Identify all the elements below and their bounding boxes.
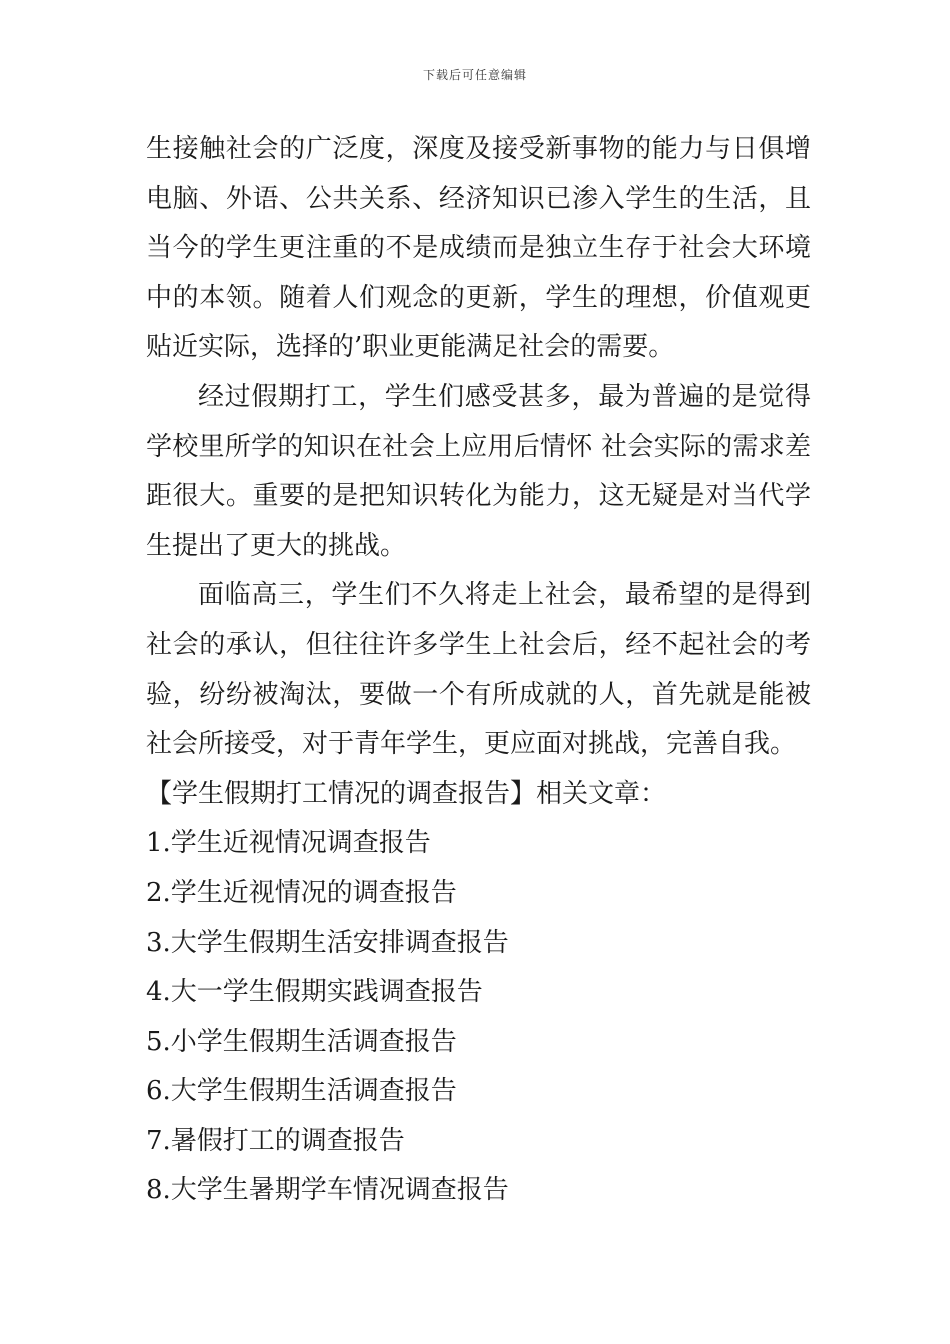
document-body (146, 125, 811, 1216)
related-article-1[interactable]: 1.学生近视情况调查报告 (146, 828, 431, 859)
related-article-8[interactable]: 8.大学生暑期学车情况调查报告 (146, 1175, 509, 1206)
paragraph-2: 经过假期打工，学生们感受甚多，最为普遍的是觉得学校里所学的知识在社会上应用后情怀 社会实际的需求差距很大。重要的是把知识转化为能力，这无疑是对当代学生提出了更大的挑战。 (146, 381, 811, 561)
related-article-2[interactable]: 2.学生近视情况的调查报告 (146, 877, 457, 908)
related-article-4[interactable]: 4.大一学生假期实践调查报告 (146, 977, 483, 1008)
related-articles-list (146, 819, 811, 1216)
related-article-5[interactable]: 5.小学生假期生活调查报告 (146, 1026, 457, 1057)
header-note: 下载后可任意编辑 (422, 68, 527, 82)
paragraph-3: 面临高三，学生们不久将走上社会，最希望的是得到社会的承认，但往往许多学生上社会后，经不起社会的考验，纷纷被淘汰，要做一个有所成就的人，首先就是能被社会所接受，对于青年学生，更应面对挑战，完善自我。 (146, 580, 811, 760)
related-articles-title: 【学生假期打工情况的调查报告】相关文章： (146, 778, 667, 809)
related-article-3[interactable]: 3.大学生假期生活安排调查报告 (146, 927, 509, 958)
paragraph-1: 生接触社会的广泛度，深度及接受新事物的能力与日俱增电脑、外语、公共关系、经济知识已渗入学生的生活，且当今的学生更注重的不是成绩而是独立生存于社会大环境中的本领。随着人们观念的更新，学生的理想，价值观更贴近实际，选择的’职业更能满足社会的需要。 (146, 134, 811, 363)
related-article-7[interactable]: 7.暑假打工的调查报告 (146, 1125, 405, 1156)
related-article-6[interactable]: 6.大学生假期生活调查报告 (146, 1076, 457, 1107)
